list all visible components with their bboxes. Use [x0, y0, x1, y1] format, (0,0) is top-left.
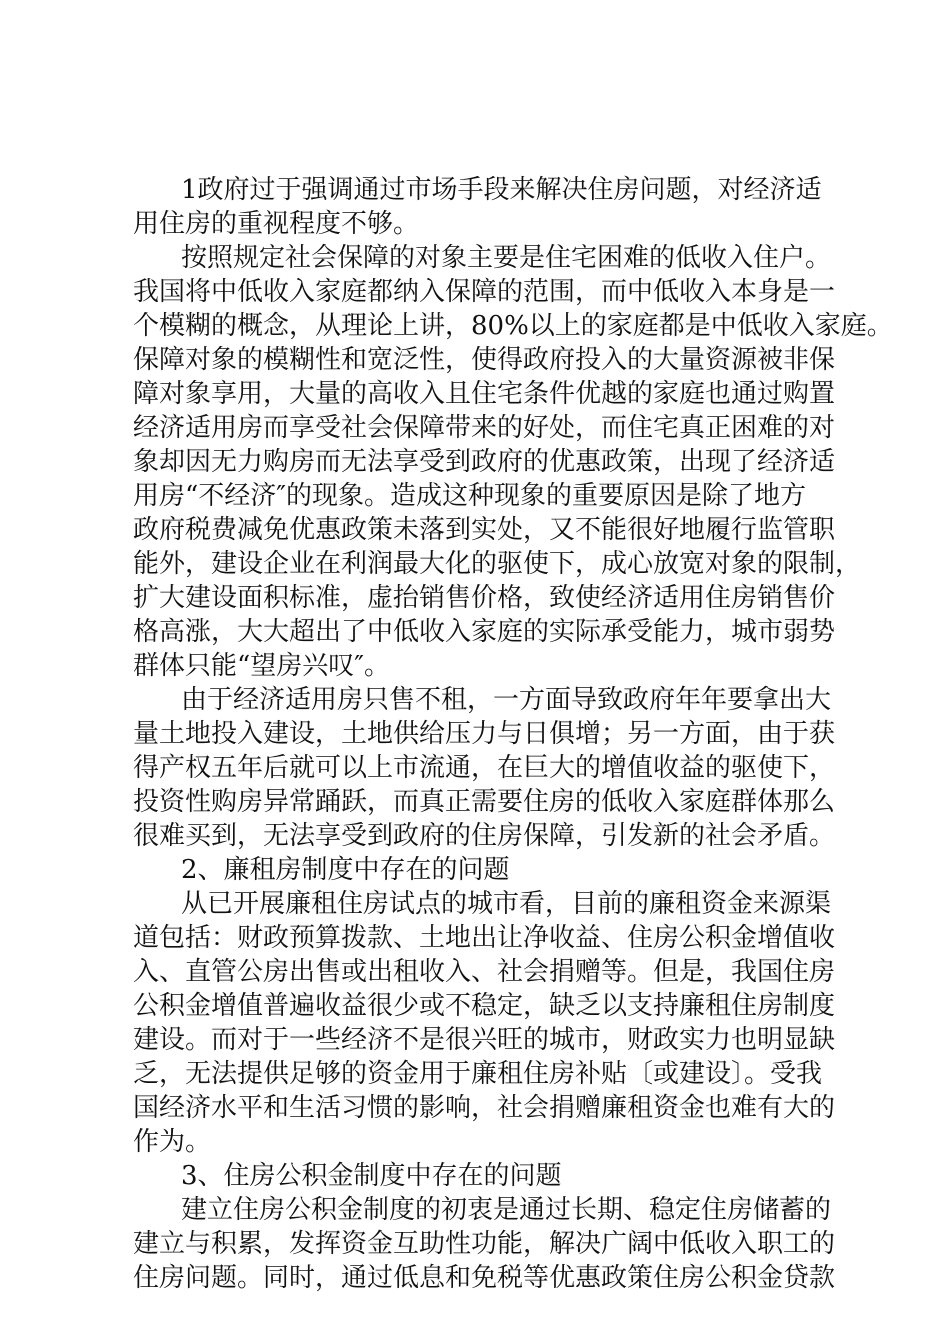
text-line: 投资性购房异常踊跃，而真正需要住房的低收入家庭群体那么 [133, 787, 836, 817]
text-line: 道包括：财政预算拨款、土地出让净收益、住房公积金增值收 [133, 923, 836, 953]
text-line: 用住房的重视程度不够。 [133, 209, 420, 239]
text-line: 保障对象的模糊性和宽泛性，使得政府投入的大量资源被非保 [133, 345, 836, 375]
text-line: 格高涨，大大超出了中低收入家庭的实际承受能力，城市弱势 [133, 617, 836, 647]
text-line: 群体只能“望房兴叹″。 [133, 651, 391, 681]
text-line: 很难买到，无法享受到政府的住房保障，引发新的社会矛盾。 [133, 821, 836, 851]
text-line: 量土地投入建设，土地供给压力与日俱增；另一方面，由于获 [133, 719, 836, 749]
text-line: 能外，建设企业在利润最大化的驱使下，成心放宽对象的限制， [133, 549, 862, 579]
text-line: 入、直管公房出售或出租收入、社会捐赠等。但是，我国住房 [133, 957, 836, 987]
text-line: 个模糊的概念，从理论上讲，80%以上的家庭都是中低收入家庭。 [133, 311, 893, 341]
text-line: 乏，无法提供足够的资金用于廉租住房补贴〔或建设〕。受我 [133, 1059, 823, 1089]
text-line: 障对象享用，大量的高收入且住宅条件优越的家庭也通过购置 [133, 379, 836, 409]
text-line: 作为。 [133, 1127, 212, 1157]
text-line: 建立住房公积金制度的初衷是通过长期、稳定住房储蓄的 [181, 1195, 832, 1225]
text-line: 建立与积累，发挥资金互助性功能，解决广阔中低收入职工的 [133, 1229, 836, 1259]
text-line: 从已开展廉租住房试点的城市看，目前的廉租资金来源渠 [181, 889, 832, 919]
section-heading: 3、住房公积金制度中存在的问题 [181, 1161, 562, 1191]
text-line: 经济适用房而享受社会保障带来的好处，而住宅真正困难的对 [133, 413, 836, 443]
text-line: 住房问题。同时，通过低息和免税等优惠政策住房公积金贷款 [133, 1263, 836, 1293]
text-line: 我国将中低收入家庭都纳入保障的范围，而中低收入本身是一 [133, 277, 836, 307]
text-line: 按照规定社会保障的对象主要是住宅困难的低收入住户。 [181, 243, 832, 273]
text-line: 扩大建设面积标准，虚抬销售价格，致使经济适用住房销售价 [133, 583, 836, 613]
text-line: 政府税费减免优惠政策未落到实处，又不能很好地履行监管职 [133, 515, 836, 545]
text-line: 得产权五年后就可以上市流通，在巨大的增值收益的驱使下， [133, 753, 836, 783]
text-line: 由于经济适用房只售不租，一方面导致政府年年要拿出大 [181, 685, 832, 715]
section-heading: 2、廉租房制度中存在的问题 [181, 855, 510, 885]
text-line: 象却因无力购房而无法享受到政府的优惠政策，出现了经济适 [133, 447, 836, 477]
text-line: 公积金增值普遍收益很少或不稳定，缺乏以支持廉租住房制度 [133, 991, 836, 1021]
text-line: 建设。而对于一些经济不是很兴旺的城市，财政实力也明显缺 [133, 1025, 836, 1055]
text-line: 1政府过于强调通过市场手段来解决住房问题，对经济适 [181, 175, 822, 205]
text-line: 用房“不经济″的现象。造成这种现象的重要原因是除了地方 [133, 481, 807, 511]
text-line: 国经济水平和生活习惯的影响，社会捐赠廉租资金也难有大的 [133, 1093, 836, 1123]
